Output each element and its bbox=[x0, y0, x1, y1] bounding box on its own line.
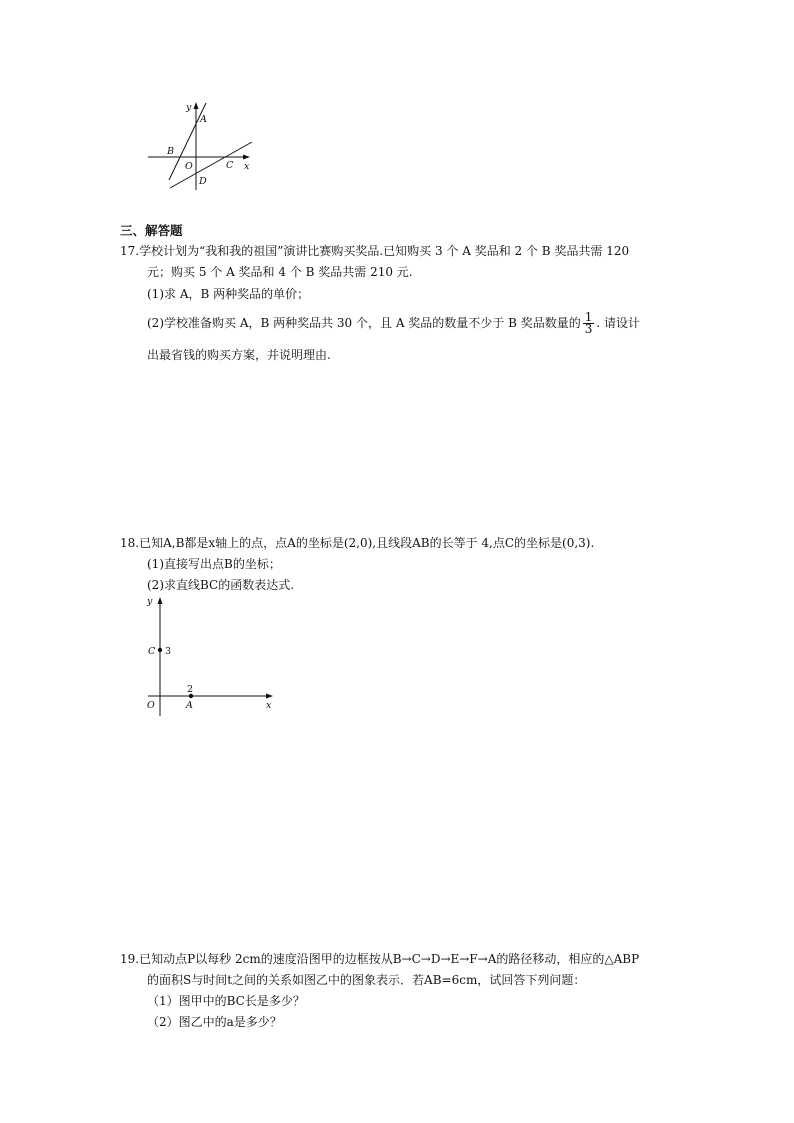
fig1-label-o: O bbox=[185, 161, 193, 172]
fig1-y-arrow bbox=[194, 102, 199, 109]
fig1-label-x: x bbox=[244, 161, 250, 172]
q17-line-last: 出最省钱的购买方案，并说明理由. bbox=[147, 348, 331, 362]
q19-line-1: 19.已知动点P以每秒 2cm的速度沿图甲的边框按从B→C→D→E→F→A的路径移动，相应的△ABP bbox=[120, 952, 640, 966]
figure-2-coordinate-plane bbox=[140, 592, 280, 718]
fig1-label-a: A bbox=[200, 114, 207, 125]
q17-line-2: 元；购买 5 个 A 奖品和 4 个 B 奖品共需 210 元. bbox=[147, 265, 413, 279]
q17-sub-2-tail: . 请设计 bbox=[596, 316, 641, 330]
fig2-label-o: O bbox=[147, 700, 155, 711]
fig2-label-c: C bbox=[148, 646, 156, 657]
fig2-label-x: x bbox=[266, 700, 272, 711]
fig1-label-c: C bbox=[226, 160, 234, 171]
fig2-label-y: y bbox=[147, 596, 153, 607]
q19-sub-1: （1）图甲中的BC长是多少？ bbox=[147, 994, 305, 1008]
q17-sub-2-text: (2)学校准备购买 A，B 两种奖品共 30 个，且 A 奖品的数量不少于 B 奖品数量的 bbox=[147, 316, 581, 330]
q17-sub-2 bbox=[147, 312, 640, 335]
fig1-label-b: B bbox=[167, 146, 174, 157]
fig1-x-arrow bbox=[243, 155, 250, 160]
q18-sub-2: (2)求直线BC的函数表达式. bbox=[147, 578, 295, 592]
fig2-label-a: A bbox=[186, 700, 193, 711]
fig2-x-arrow bbox=[266, 694, 273, 699]
fig1-label-d: D bbox=[199, 176, 207, 187]
fig2-label-2: 2 bbox=[187, 684, 194, 695]
q18-line-1: 18.已知A,B都是x轴上的点，点A的坐标是(2,0),且线段AB的长等于 4,点C的坐标是(0,3). bbox=[120, 536, 595, 550]
q19-sub-2: （2）图乙中的a是多少？ bbox=[147, 1015, 282, 1029]
frac-denominator: 3 bbox=[584, 322, 593, 336]
fig1-line-cd bbox=[170, 142, 252, 188]
fig2-label-3: 3 bbox=[165, 646, 172, 657]
section-title: 三、解答题 bbox=[120, 223, 183, 238]
q19-line-2: 的面积S与时间t之间的关系如图乙中的图象表示．若AB=6cm，试回答下列问题： bbox=[147, 973, 586, 987]
fig2-y-arrow bbox=[158, 597, 163, 604]
figure-1-lines bbox=[140, 98, 260, 194]
frac-numerator: 1 bbox=[584, 310, 593, 324]
q17-line-1: 17.学校计划为“我和我的祖国”演讲比赛购买奖品.已知购买 3 个 A 奖品和 2 个 B 奖品共需 120 bbox=[120, 244, 630, 258]
fig1-label-y: y bbox=[186, 102, 192, 113]
fraction-one-third bbox=[583, 312, 595, 335]
q18-sub-1: (1)直接写出点B的坐标； bbox=[147, 557, 281, 571]
q17-sub-1: (1)求 A，B 两种奖品的单价； bbox=[147, 287, 310, 301]
fig2-point-c bbox=[158, 648, 162, 652]
